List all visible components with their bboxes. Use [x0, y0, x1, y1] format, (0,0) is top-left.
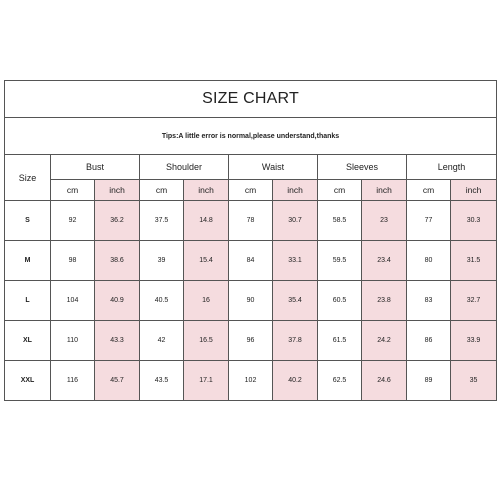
table-cell-inch: 37.8	[273, 321, 318, 361]
size-label: XL	[5, 321, 51, 361]
unit-header-cm: cm	[140, 180, 184, 201]
unit-header-inch: inch	[362, 180, 407, 201]
page-title: SIZE CHART	[5, 81, 497, 118]
table-cell-cm: 58.5	[318, 201, 362, 241]
table-cell-inch: 24.2	[362, 321, 407, 361]
unit-header-inch: inch	[451, 180, 497, 201]
unit-header-inch: inch	[95, 180, 140, 201]
table-cell-inch: 23	[362, 201, 407, 241]
table-cell-inch: 33.1	[273, 241, 318, 281]
table-cell-cm: 84	[229, 241, 273, 281]
table-cell-cm: 37.5	[140, 201, 184, 241]
size-chart	[4, 80, 496, 401]
size-label: XXL	[5, 361, 51, 401]
table-cell-inch: 23.4	[362, 241, 407, 281]
table-cell-inch: 24.6	[362, 361, 407, 401]
table-cell-cm: 60.5	[318, 281, 362, 321]
table-cell-inch: 15.4	[184, 241, 229, 281]
table-cell-cm: 96	[229, 321, 273, 361]
table-row	[5, 321, 497, 361]
table-cell-cm: 92	[51, 201, 95, 241]
table-cell-inch: 16	[184, 281, 229, 321]
table-cell-inch: 45.7	[95, 361, 140, 401]
size-column-header: Size	[5, 155, 51, 201]
table-cell-inch: 33.9	[451, 321, 497, 361]
table-cell-inch: 35.4	[273, 281, 318, 321]
table-cell-inch: 32.7	[451, 281, 497, 321]
table-cell-cm: 110	[51, 321, 95, 361]
table-cell-inch: 38.6	[95, 241, 140, 281]
table-cell-cm: 86	[407, 321, 451, 361]
column-group-bust: Bust	[51, 155, 140, 180]
table-cell-cm: 80	[407, 241, 451, 281]
size-label: S	[5, 201, 51, 241]
table-cell-cm: 116	[51, 361, 95, 401]
unit-header-cm: cm	[407, 180, 451, 201]
table-cell-cm: 40.5	[140, 281, 184, 321]
column-group-length: Length	[407, 155, 497, 180]
table-cell-cm: 98	[51, 241, 95, 281]
size-chart-table	[4, 80, 497, 401]
table-cell-cm: 104	[51, 281, 95, 321]
table-cell-cm: 90	[229, 281, 273, 321]
table-cell-inch: 16.5	[184, 321, 229, 361]
table-row	[5, 241, 497, 281]
unit-header-inch: inch	[184, 180, 229, 201]
table-row	[5, 201, 497, 241]
table-cell-inch: 40.9	[95, 281, 140, 321]
table-cell-inch: 36.2	[95, 201, 140, 241]
table-cell-cm: 61.5	[318, 321, 362, 361]
table-cell-cm: 42	[140, 321, 184, 361]
table-cell-inch: 43.3	[95, 321, 140, 361]
tips-note: Tips:A little error is normal,please understand,thanks	[5, 118, 497, 155]
table-cell-cm: 89	[407, 361, 451, 401]
unit-header-cm: cm	[229, 180, 273, 201]
unit-header-cm: cm	[51, 180, 95, 201]
table-cell-cm: 102	[229, 361, 273, 401]
table-cell-cm: 77	[407, 201, 451, 241]
table-row	[5, 361, 497, 401]
column-group-sleeves: Sleeves	[318, 155, 407, 180]
table-cell-inch: 17.1	[184, 361, 229, 401]
table-cell-inch: 40.2	[273, 361, 318, 401]
table-cell-inch: 23.8	[362, 281, 407, 321]
unit-header-inch: inch	[273, 180, 318, 201]
table-cell-cm: 59.5	[318, 241, 362, 281]
column-group-waist: Waist	[229, 155, 318, 180]
size-label: L	[5, 281, 51, 321]
table-cell-inch: 31.5	[451, 241, 497, 281]
table-cell-cm: 62.5	[318, 361, 362, 401]
table-cell-cm: 78	[229, 201, 273, 241]
table-cell-inch: 30.3	[451, 201, 497, 241]
table-cell-cm: 43.5	[140, 361, 184, 401]
size-label: M	[5, 241, 51, 281]
table-cell-cm: 39	[140, 241, 184, 281]
table-cell-inch: 30.7	[273, 201, 318, 241]
unit-header-cm: cm	[318, 180, 362, 201]
table-row	[5, 281, 497, 321]
table-cell-cm: 83	[407, 281, 451, 321]
column-group-shoulder: Shoulder	[140, 155, 229, 180]
table-cell-inch: 35	[451, 361, 497, 401]
table-cell-inch: 14.8	[184, 201, 229, 241]
